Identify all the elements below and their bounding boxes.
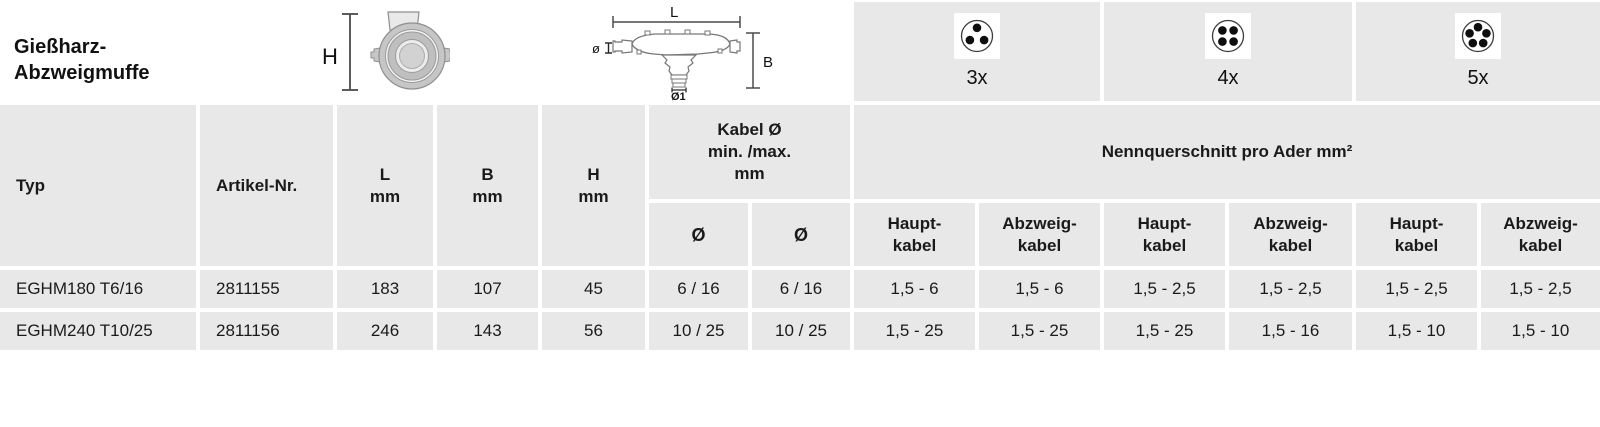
kabel-header-line2: min. /max. (707, 142, 792, 161)
row2-l: 246 (337, 312, 433, 350)
subheader-hauptkabel-4x (1104, 203, 1225, 266)
row2-n4-abzweig: 1,5 - 16 (1229, 312, 1352, 350)
muffe-body-shape (632, 34, 730, 55)
col-header-b-unit: mm (472, 186, 503, 206)
core-variant-5x (1356, 2, 1600, 101)
group-header-kabel-diameter (649, 105, 850, 199)
row2-n3-abzweig: 1,5 - 25 (979, 312, 1100, 350)
row1-n4-abzweig: 1,5 - 2,5 (1229, 270, 1352, 308)
kabel-header-line3: mm (734, 164, 765, 183)
row2-n4-haupt: 1,5 - 25 (1104, 312, 1225, 350)
kabel-header-line1: Kabel Ø (717, 120, 782, 139)
row2-n5-haupt: 1,5 - 10 (1356, 312, 1477, 350)
subheader-diameter-1: Ø (649, 203, 748, 266)
subheader-abzweigkabel-3x (979, 203, 1100, 266)
page-title-line2: Abzweigmuffe (14, 62, 150, 84)
abzweigkabel-line2: kabel (1268, 235, 1313, 255)
row1-n4-haupt: 1,5 - 2,5 (1104, 270, 1225, 308)
row1-l: 183 (337, 270, 433, 308)
core-variant-4x (1104, 2, 1352, 101)
muffe-t-view-diagram (570, 0, 850, 101)
abzweigkabel-line1: Abzweig- (1503, 213, 1578, 233)
row1-h: 45 (542, 270, 645, 308)
muffe-round-view-diagram (300, 0, 450, 101)
col-header-l-mm (337, 105, 433, 266)
row2-kabel-abzweig: 10 / 25 (752, 312, 850, 350)
row2-n5-abzweig: 1,5 - 10 (1481, 312, 1600, 350)
branch-diameter-label: Ø1 (671, 91, 686, 101)
core-variant-5x-label: 5x (1467, 67, 1489, 89)
col-header-h-unit: mm (578, 186, 609, 206)
col-header-typ: Typ (0, 105, 196, 266)
row1-n3-haupt: 1,5 - 6 (854, 270, 975, 308)
left-connector-shape (613, 40, 632, 53)
page-title-line1: Gießharz- (14, 36, 107, 58)
abzweigkabel-line1: Abzweig- (1002, 213, 1077, 233)
right-connector-shape (730, 40, 740, 53)
row1-n3-abzweig: 1,5 - 6 (979, 270, 1100, 308)
col-header-h-mm (542, 105, 645, 266)
abzweigkabel-line2: kabel (1017, 235, 1062, 255)
group-header-nennquerschnitt: Nennquerschnitt pro Ader mm² (854, 105, 1600, 199)
l-dimension-label: L (670, 4, 679, 21)
core-variant-3x-label: 3x (966, 67, 988, 89)
col-header-b-mm (437, 105, 538, 266)
subheader-hauptkabel-5x (1356, 203, 1477, 266)
row1-artikel: 2811155 (200, 270, 333, 308)
hauptkabel-line1: Haupt- (887, 213, 942, 233)
hauptkabel-line2: kabel (892, 235, 937, 255)
row2-kabel-haupt: 10 / 25 (649, 312, 748, 350)
cores-3-icon (954, 13, 1000, 59)
row1-n5-haupt: 1,5 - 2,5 (1356, 270, 1477, 308)
hauptkabel-line2: kabel (1142, 235, 1187, 255)
row1-n5-abzweig: 1,5 - 2,5 (1481, 270, 1600, 308)
hauptkabel-line1: Haupt- (1389, 213, 1444, 233)
subheader-abzweigkabel-4x (1229, 203, 1352, 266)
row2-h: 56 (542, 312, 645, 350)
core-variant-3x (854, 2, 1100, 101)
h-dimension-label: H (322, 44, 338, 69)
cores-5-icon (1455, 13, 1501, 59)
row1-typ: EGHM180 T6/16 (0, 270, 196, 308)
spec-table (0, 105, 1600, 350)
hauptkabel-line1: Haupt- (1137, 213, 1192, 233)
col-header-l-unit: mm (369, 186, 401, 206)
col-header-artikel-nr: Artikel-Nr. (200, 105, 333, 266)
abzweigkabel-line1: Abzweig- (1253, 213, 1328, 233)
row2-n3-haupt: 1,5 - 25 (854, 312, 975, 350)
col-header-l: L (379, 164, 391, 184)
subheader-hauptkabel-3x (854, 203, 975, 266)
cores-4-icon (1205, 13, 1251, 59)
row1-kabel-abzweig: 6 / 16 (752, 270, 850, 308)
abzweigkabel-line2: kabel (1518, 235, 1563, 255)
hauptkabel-line2: kabel (1394, 235, 1439, 255)
row1-kabel-haupt: 6 / 16 (649, 270, 748, 308)
page-title (14, 34, 150, 86)
subheader-abzweigkabel-5x (1481, 203, 1600, 266)
row2-b: 143 (437, 312, 538, 350)
product-banner (0, 0, 1600, 101)
row1-b: 107 (437, 270, 538, 308)
branch-shape (662, 55, 696, 75)
b-dimension-label: B (763, 54, 774, 71)
row2-artikel: 2811156 (200, 312, 333, 350)
core-variant-4x-label: 4x (1217, 67, 1239, 89)
col-header-h: H (587, 164, 600, 184)
row2-typ: EGHM240 T10/25 (0, 312, 196, 350)
cable-diameter-label: ø (592, 41, 600, 56)
col-header-b: B (481, 164, 494, 184)
subheader-diameter-2: Ø (752, 203, 850, 266)
